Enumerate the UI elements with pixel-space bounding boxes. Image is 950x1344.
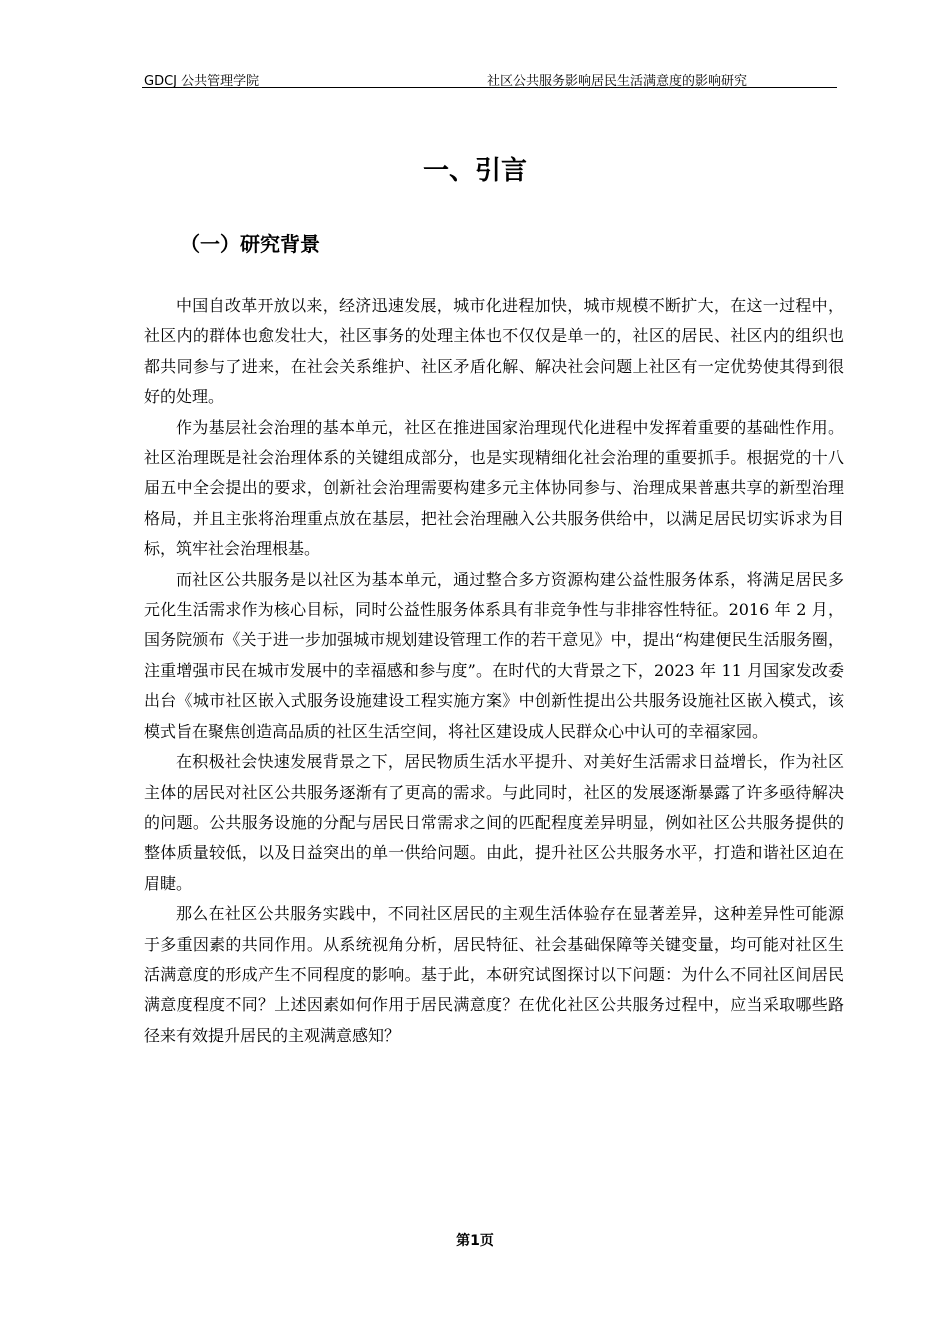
paragraph-2: 作为基层社会治理的基本单元，社区在推进国家治理现代化进程中发挥着重要的基础性作用。社区治理既是社会治理体系的关键组成部分，也是实现精细化社会治理的重要抓手。根据党的十八届五中全会提出的要求，创新社会治理需要构建多元主体协同参与、治理成果普惠共享的新型治理格局，并且主张将治理重点放在基层，把社会治理融入公共服务供给中，以满足居民切实诉求为目标，筑牢社会治理根基。 [144,417,844,559]
header-school-name: GDCJ 公共管理学院 [144,74,260,89]
chapter-title: 一、引言 [422,156,527,186]
paragraph-5: 那么在社区公共服务实践中，不同社区居民的主观生活体验存在显著差异，这种差异性可能源于多重因素的共同作用。从系统视角分析，居民特征、社会基础保障等关键变量，均可能对社区生活满意度的形成产生不同程度的影响。基于此，本研究试图探讨以下问题：为什么不同社区间居民满意度程度不同？上述因素如何作用于居民满意度？在优化社区公共服务过程中，应当采取哪些路径来有效提升居民的主观满意感知？ [144,904,844,1045]
paragraph-3: 而社区公共服务是以社区为基本单元，通过整合多方资源构建公益性服务体系，将满足居民多元化生活需求作为核心目标，同时公益性服务体系具有非竞争性与非排容性特征。2016 年 2 月，国务院颁布《关于进一步加强城市规划建设管理工作的若干意见》中，提出“构建便民生活服务圈，注重增强市民在城市发展中的幸福感和参与度”。在时代的大背景之下，2023 年 11 月国家发改委出台《城市社区嵌入式服务设施建设工程实施方案》中创新性提出公共服务设施社区嵌入模式，该模式旨在聚焦创造高品质的社区生活空间，将社区建设成人民群众心中认可的幸福家园。 [144,569,844,741]
header-divider [142,87,837,88]
paragraph-1: 中国自改革开放以来，经济迅速发展，城市化进程加快，城市规模不断扩大，在这一过程中，社区内的群体也愈发壮大，社区事务的处理主体也不仅仅是单一的，社区的居民、社区内的组织也都共同参与了进来，在社会关系维护、社区矛盾化解、解决社会问题上社区有一定优势使其得到很好的处理。 [144,296,844,407]
header-thesis-title: 社区公共服务影响居民生活满意度的影响研究 [487,74,748,89]
section-title: （一）研究背景 [180,232,320,256]
body-text [144,291,844,1051]
paragraph-4: 在积极社会快速发展背景之下，居民物质生活水平提升、对美好生活需求日益增长，作为社区主体的居民对社区公共服务逐渐有了更高的需求。与此同时，社区的发展逐渐暴露了许多亟待解决的问题。公共服务设施的分配与居民日常需求之间的匹配程度差异明显，例如社区公共服务提供的整体质量较低，以及日益突出的单一供给问题。由此，提升社区公共服务水平，打造和谐社区迫在眉睫。 [144,752,844,893]
page-number: 第1页 [456,1233,494,1249]
